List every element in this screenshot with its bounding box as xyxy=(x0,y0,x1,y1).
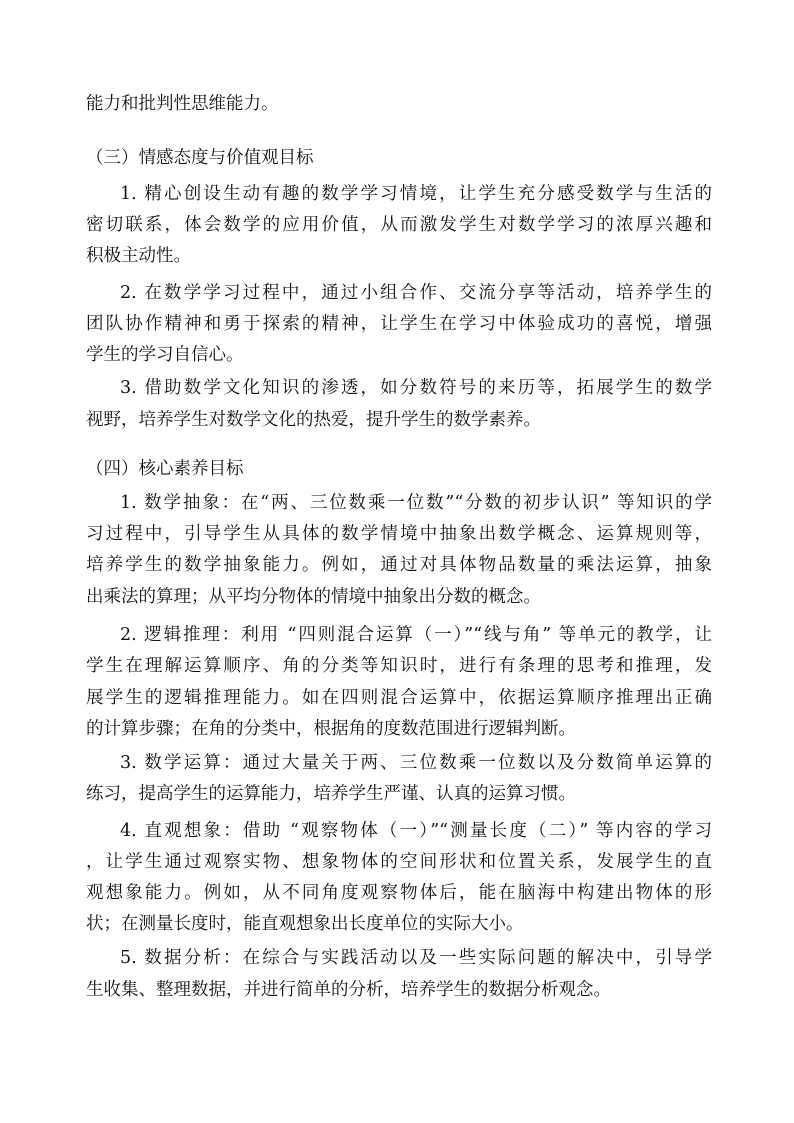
paragraph-line: 密切联系，体会数学的应用价值，从而激发学生对数学学习的浓厚兴趣和 xyxy=(86,215,712,235)
paragraph-line: 能力和批判性思维能力。 xyxy=(86,94,279,114)
section-heading-3: （三）情感态度与价值观目标 xyxy=(86,148,314,168)
paragraph-line: 展学生的逻辑推理能力。如在四则混合运算中，依据运算顺序推理出正确 xyxy=(86,688,712,708)
paragraph-line: 视野，培养学生对数学文化的热爱，提升学生的数学素养。 xyxy=(86,410,541,430)
paragraph-line: 出乘法的算理；从平均分物体的情境中抽象出分数的概念。 xyxy=(86,587,541,607)
paragraph-line: 4. 直观想象：借助 “观察物体（一）”“测量长度（二）” 等内容的学习 xyxy=(120,821,712,841)
paragraph-line: 观想象能力。例如，从不同角度观察物体后，能在脑海中构建出物体的形 xyxy=(86,883,712,903)
paragraph-line: 培养学生的数学抽象能力。例如，通过对具体物品数量的乘法运算，抽象 xyxy=(86,555,712,575)
paragraph-line: 2. 在数学学习过程中，通过小组合作、交流分享等活动，培养学生的 xyxy=(120,283,712,303)
paragraph-line: 习过程中，引导学生从具体的数学情境中抽象出数学概念、运算规则等， xyxy=(86,524,712,544)
section-heading-4: （四）核心素养目标 xyxy=(86,459,244,479)
paragraph-line: 状；在测量长度时，能直观想象出长度单位的实际大小。 xyxy=(86,914,524,934)
paragraph-line: 1. 精心创设生动有趣的数学学习情境，让学生充分感受数学与生活的 xyxy=(120,184,712,204)
paragraph-line: 团队协作精神和勇于探索的精神，让学生在学习中体验成功的喜悦，增强 xyxy=(86,314,712,334)
paragraph-line: 3. 借助数学文化知识的渗透，如分数符号的来历等，拓展学生的数学 xyxy=(120,378,712,398)
paragraph-line: ，让学生通过观察实物、想象物体的空间形状和位置关系，发展学生的直 xyxy=(86,852,712,872)
paragraph-line: 学生的学习自信心。 xyxy=(86,345,244,365)
paragraph-line: 学生在理解运算顺序、角的分类等知识时，进行有条理的思考和推理，发 xyxy=(86,656,712,676)
paragraph-line: 2. 逻辑推理：利用 “四则混合运算（一）”“线与角” 等单元的教学，让 xyxy=(120,625,712,645)
paragraph-line: 生收集、整理数据，并进行简单的分析，培养学生的数据分析观念。 xyxy=(86,980,611,1000)
paragraph-line: 1. 数学抽象：在“两、三位数乘一位数”“分数的初步认识” 等知识的学 xyxy=(120,493,712,513)
paragraph-line: 积极主动性。 xyxy=(86,246,191,266)
paragraph-line: 3. 数学运算：通过大量关于两、三位数乘一位数以及分数简单运算的 xyxy=(120,753,712,773)
paragraph-line: 5. 数据分析：在综合与实践活动以及一些实际问题的解决中，引导学 xyxy=(120,948,712,968)
paragraph-line: 的计算步骤；在角的分类中，根据角的度数范围进行逻辑判断。 xyxy=(86,719,576,739)
paragraph-line: 练习，提高学生的运算能力，培养学生严谨、认真的运算习惯。 xyxy=(86,784,576,804)
